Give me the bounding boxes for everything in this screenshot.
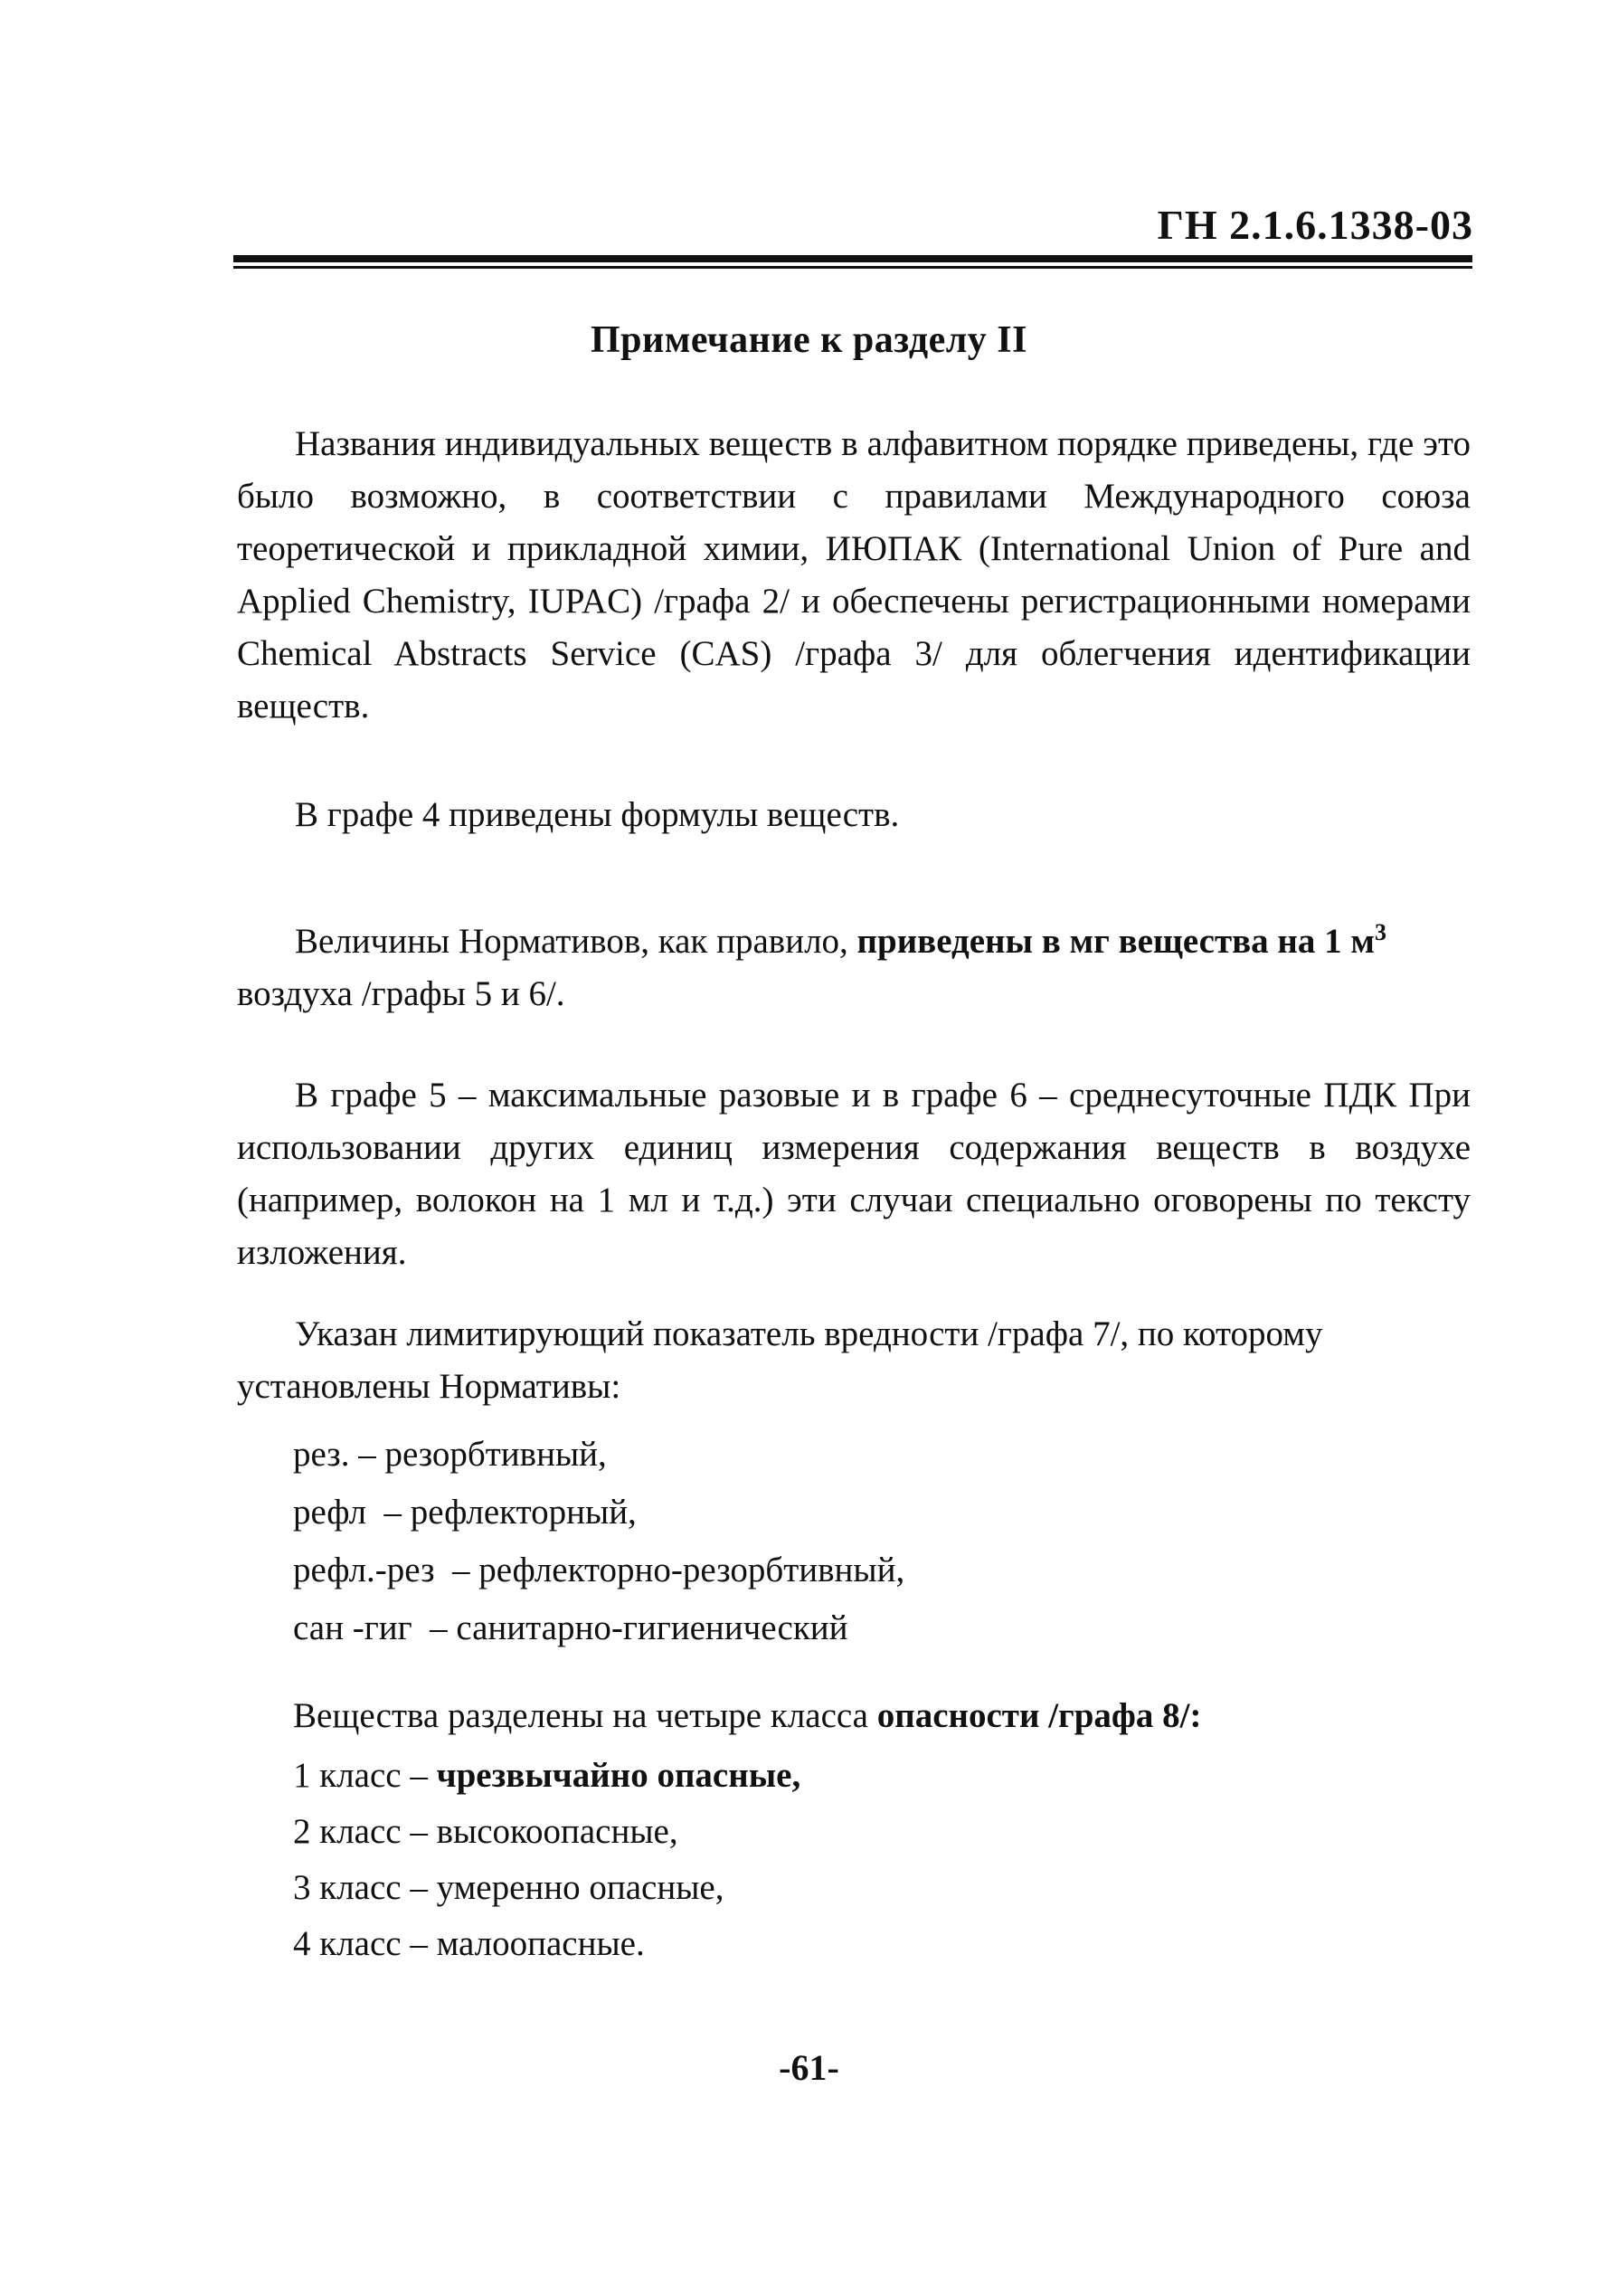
indicator-meaning: резорбтивный,: [384, 1435, 607, 1474]
list-item: 4 класс – малоопасные.: [293, 1924, 645, 1963]
paragraph-naming-iupac-cas: Названия индивидуальных веществ в алфавитном порядке приведены, где это было возможно, в соответствии с правилами Международного союза теоретической и прикладной химии, ИЮПАК (International Union of Pure and Applied Chemistry, IUPAC) /графа 2/ и обеспечены регистрационными номерами Chemical Abstracts Service (CAS) /графа 3/ для облегчения идентификации веществ.: [237, 424, 1471, 726]
paragraph-pdk-units: В графе 5 – максимальные разовые и в графе 6 – среднесуточные ПДК При использовании других единиц измерения содержания веществ в воздухе (например, волокон на 1 мл и т.д.) эти случаи специально оговорены по тексту изложения.: [237, 1076, 1471, 1272]
header-rule-thin: [233, 266, 1472, 269]
list-item: рефл.-рез – рефлекторно-резорбтивный,: [293, 1551, 905, 1589]
indicator-abbr: сан -гиг: [293, 1608, 412, 1647]
hazard-text-start: Вещества разделены на четыре класса: [293, 1696, 868, 1735]
hazard-class-meaning: высокоопасные,: [436, 1812, 678, 1851]
units-text-end: воздуха /графы 5 и 6/.: [237, 974, 565, 1013]
units-text-start: Величины Нормативов, как правило,: [295, 922, 848, 961]
paragraph-limiting-indicator: Указан лимитирующий показатель вредности /графа 7/, по которому установлены Нормативы:: [237, 1314, 1323, 1406]
list-item: 3 класс – умеренно опасные,: [293, 1868, 724, 1907]
hazard-class-meaning: чрезвычайно опасные,: [436, 1756, 801, 1795]
hazard-class-label: 3 класс: [293, 1868, 402, 1907]
hazard-class-meaning: умеренно опасные,: [436, 1868, 724, 1907]
paragraph-hazard-classes: [293, 1690, 1469, 1742]
paragraph-units: [237, 906, 1471, 1020]
indicator-abbr: рез.: [293, 1435, 350, 1474]
indicator-abbr: рефл: [293, 1493, 367, 1532]
hazard-class-meaning: малоопасные.: [436, 1924, 645, 1963]
units-superscript: 3: [1374, 919, 1386, 945]
list-item: 2 класс – высокоопасные,: [293, 1812, 678, 1851]
indicator-abbr: рефл.-рез: [293, 1551, 435, 1589]
list-item: 1 класс – чрезвычайно опасные,: [293, 1756, 801, 1795]
hazard-class-list: [293, 1748, 800, 1972]
hazard-class-label: 2 класс: [293, 1812, 402, 1851]
paragraph-formulas: В графе 4 приведены формулы веществ.: [295, 795, 900, 834]
section-title: Примечание к разделу II: [591, 319, 1027, 361]
list-item: рефл – рефлекторный,: [293, 1493, 637, 1532]
page-number: -61-: [779, 2047, 839, 2088]
document-code: ГН 2.1.6.1338-03: [1157, 202, 1473, 248]
list-item: рез. – резорбтивный,: [293, 1435, 607, 1474]
indicator-meaning: санитарно-гигиенический: [456, 1608, 848, 1647]
hazard-class-label: 1 класс: [293, 1756, 402, 1795]
indicator-meaning: рефлекторный,: [410, 1493, 637, 1532]
hazard-text-bold: опасности /графа 8/:: [876, 1696, 1202, 1735]
indicator-meaning: рефлекторно-резорбтивный,: [478, 1551, 905, 1589]
units-text-bold: приведены в мг вещества на 1 м: [856, 922, 1375, 961]
header-rule-thick: [233, 255, 1472, 262]
hazard-class-label: 4 класс: [293, 1924, 402, 1963]
list-item: сан -гиг – санитарно-гигиенический: [293, 1608, 848, 1647]
limiting-indicator-list: [293, 1426, 904, 1657]
